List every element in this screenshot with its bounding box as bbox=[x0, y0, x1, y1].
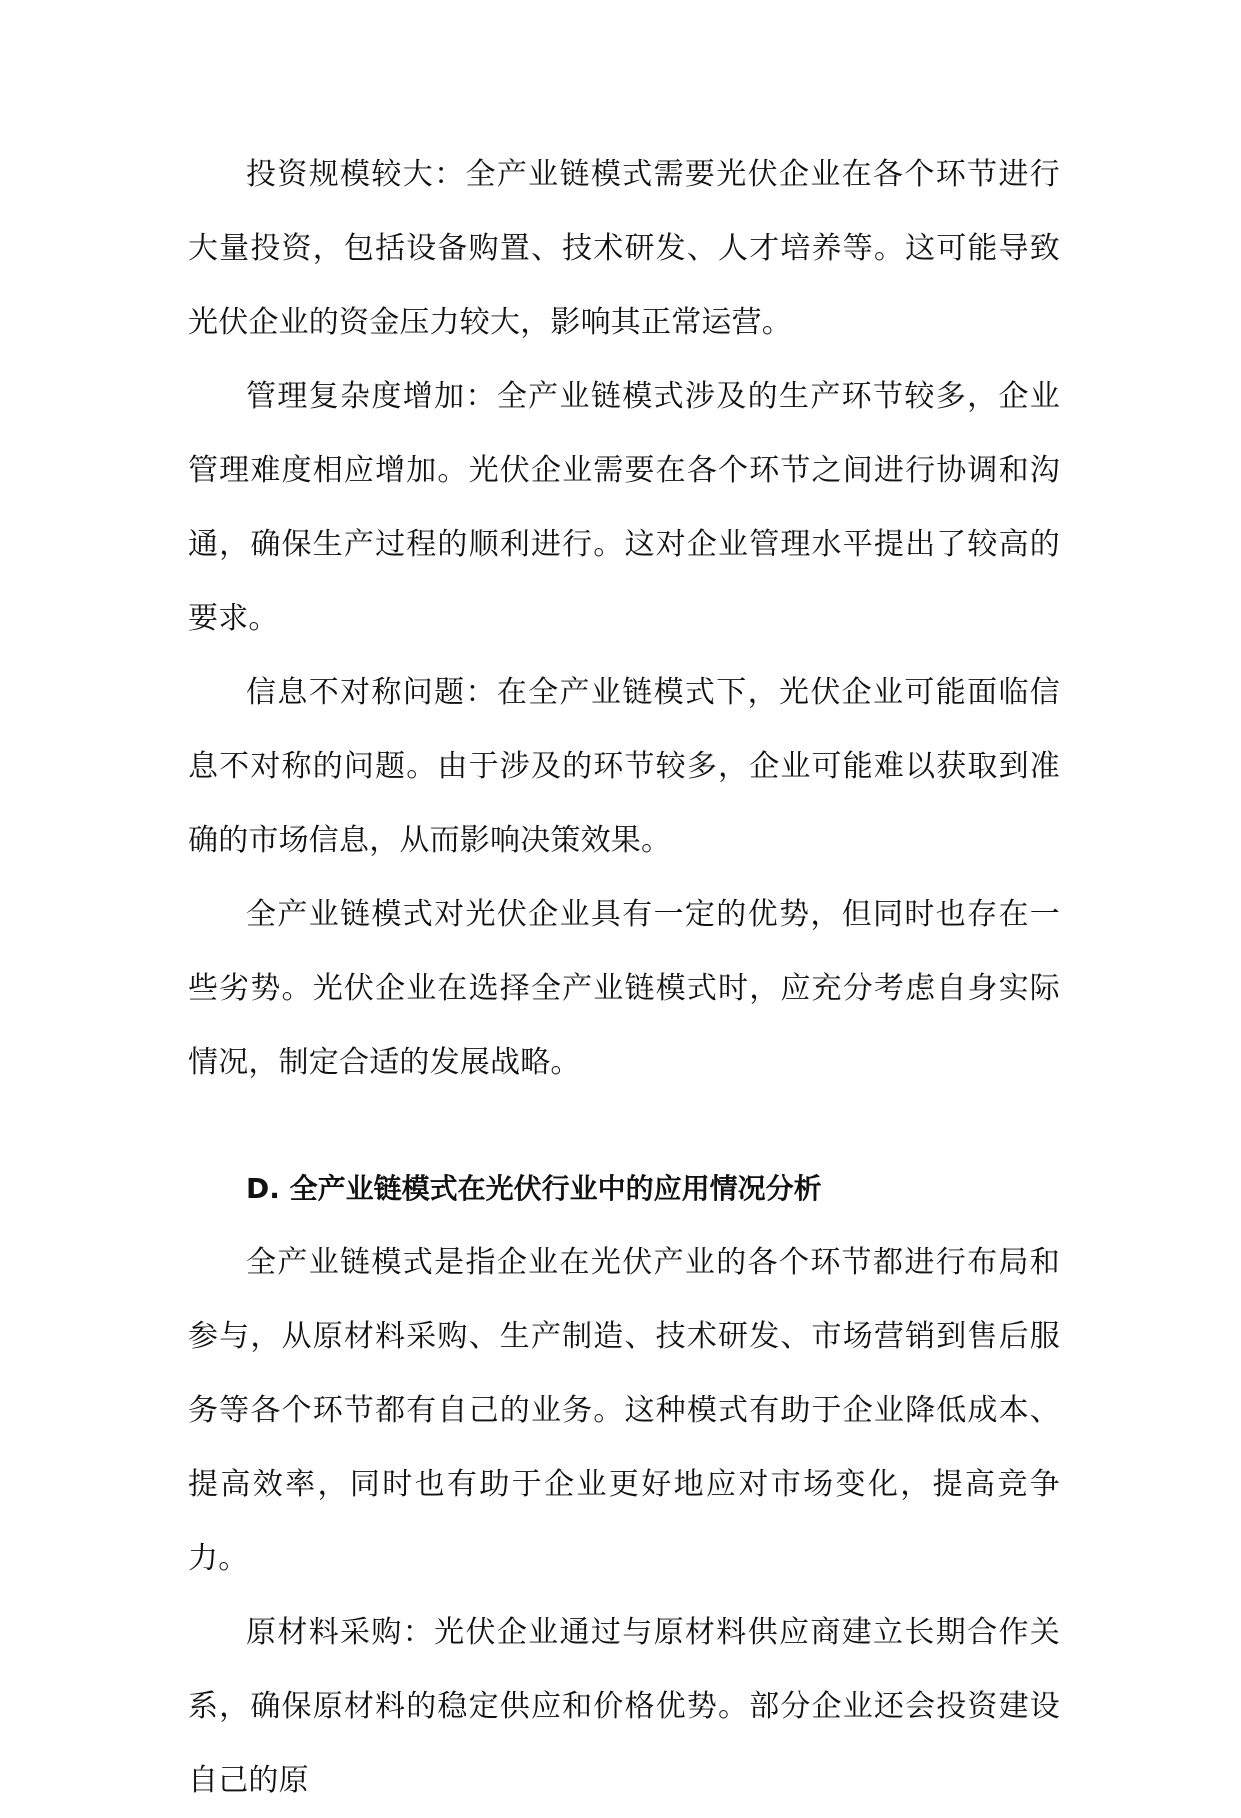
paragraph-summary: 全产业链模式对光伏企业具有一定的优势，但同时也存在一些劣势。光伏企业在选择全产业链模式时，应充分考虑自身实际情况，制定合适的发展战略。 bbox=[188, 897, 1060, 1080]
paragraph-raw-material-procurement: 原材料采购：光伏企业通过与原材料供应商建立长期合作关系，确保原材料的稳定供应和价格优势。部分企业还会投资建设自己的原 bbox=[188, 1615, 1060, 1798]
section-heading-d: D. 全产业链模式在光伏行业中的应用情况分析 bbox=[246, 1172, 822, 1205]
paragraph-investment-scale: 投资规模较大：全产业链模式需要光伏企业在各个环节进行大量投资，包括设备购置、技术研发、人才培养等。这可能导致光伏企业的资金压力较大，影响其正常运营。 bbox=[188, 157, 1060, 340]
paragraph-information-asymmetry: 信息不对称问题：在全产业链模式下，光伏企业可能面临信息不对称的问题。由于涉及的环节较多，企业可能难以获取到准确的市场信息，从而影响决策效果。 bbox=[188, 675, 1060, 858]
paragraph-model-definition: 全产业链模式是指企业在光伏产业的各个环节都进行布局和参与，从原材料采购、生产制造、技术研发、市场营销到售后服务等各个环节都有自己的业务。这种模式有助于企业降低成本、提高效率，同时也有助于企业更好地应对市场变化，提高竞争力。 bbox=[188, 1245, 1060, 1576]
paragraph-management-complexity: 管理复杂度增加：全产业链模式涉及的生产环节较多，企业管理难度相应增加。光伏企业需要在各个环节之间进行协调和沟通，确保生产过程的顺利进行。这对企业管理水平提出了较高的要求。 bbox=[188, 379, 1060, 636]
document-body bbox=[188, 138, 1060, 1818]
